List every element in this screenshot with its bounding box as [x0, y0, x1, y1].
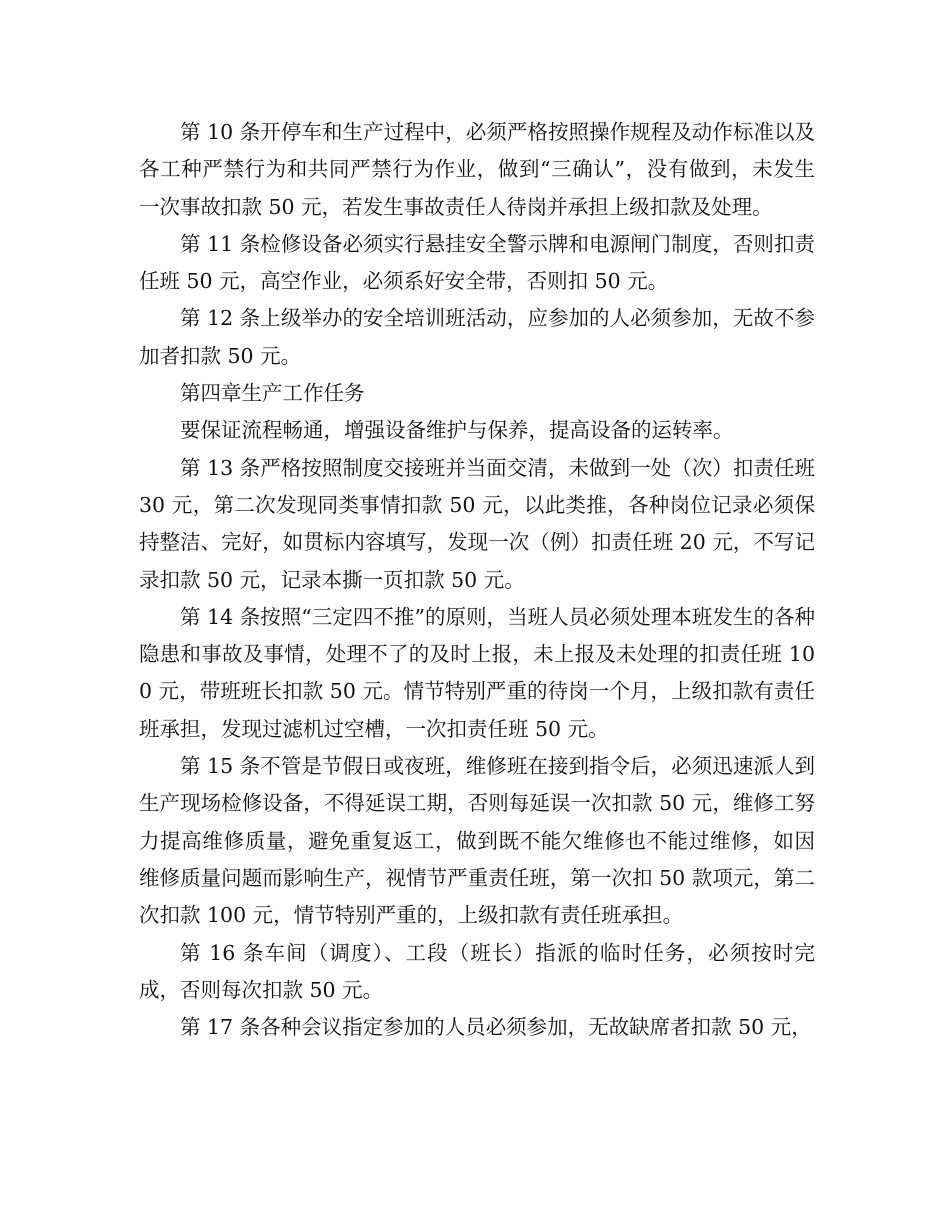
chapter-4-intro-paragraph: 要保证流程畅通，增强设备维护与保养，提高设备的运转率。 [180, 418, 734, 443]
article-17-paragraph: 第 17 条各种会议指定参加的人员必须参加，无故缺席者扣款 50 元， [180, 1015, 812, 1040]
article-11-paragraph: 第 11 条检修设备必须实行悬挂安全警示牌和电源闸门制度，否则扣责任班 50 元，高空作业，必须系好安全带，否则扣 50 元。 [139, 231, 815, 294]
article-12-paragraph: 第 12 条上级举办的安全培训班活动，应参加的人必须参加，无故不参加者扣款 50 元。 [139, 306, 815, 368]
article-10-paragraph: 第 10 条开停车和生产过程中，必须严格按照操作规程及动作标准以及各工种严禁行为和共同严禁行为作业，做到“三确认”，没有做到，未发生一次事故扣款 50 元，若发生事故责任人待岗并承担上级扣款及处理。 [139, 120, 815, 219]
article-14-paragraph: 第 14 条按照“三定四不推”的原则，当班人员必须处理本班发生的各种隐患和事故及事情，处理不了的及时上报，未上报及未处理的扣责任班 100 元，带班班长扣款 50 元。情节特别严重的待岗一个月，上级扣款有责任班承担，发现过滤机过空槽，一次扣责任班 50 元。 [139, 604, 815, 741]
chapter-4-heading: 第四章生产工作任务 [180, 381, 365, 406]
article-16-paragraph: 第 16 条车间（调度）、工段（班长）指派的临时任务，必须按时完成，否则每次扣款 50 元。 [139, 940, 815, 1002]
article-13-paragraph: 第 13 条严格按照制度交接班并当面交清，未做到一处（次）扣责任班 30 元，第二次发现同类事情扣款 50 元，以此类推，各种岗位记录必须保持整洁、完好，如贯标内容填写，发现一次（例）扣责任班 20 元，不写记录扣款 50 元，记录本撕一页扣款 50 元。 [139, 455, 815, 592]
document-body [139, 114, 815, 1046]
article-15-paragraph: 第 15 条不管是节假日或夜班，维修班在接到指令后，必须迅速派人到生产现场检修设备，不得延误工期，否则每延误一次扣款 50 元，维修工努力提高维修质量，避免重复返工，做到既不能欠维修也不能过维修，如因维修质量问题而影响生产，视情节严重责任班，第一次扣 50 款项元，第二次扣款 100 元，情节特别严重的，上级扣款有责任班承担。 [139, 754, 815, 928]
